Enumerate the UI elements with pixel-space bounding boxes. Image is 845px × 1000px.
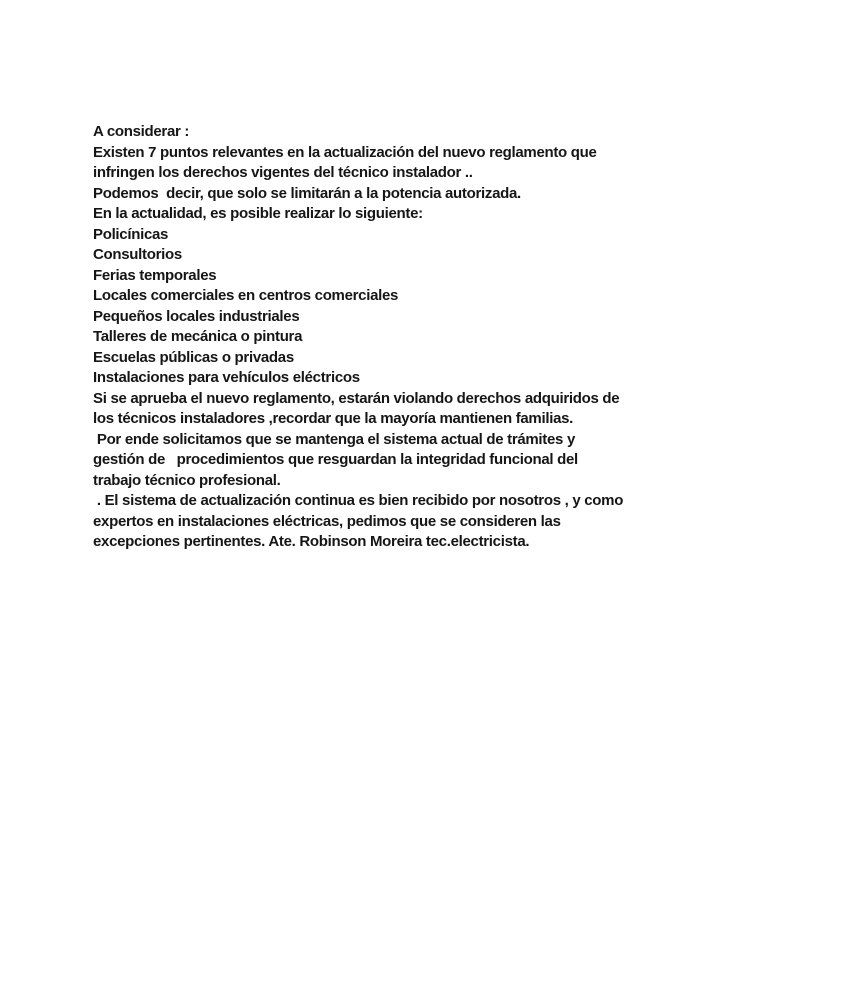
text-line: Ferias temporales: [93, 266, 217, 284]
text-line: Si se aprueba el nuevo reglamento, estarán violando derechos adquiridos de: [93, 389, 620, 407]
text-line: Locales comerciales en centros comerciales: [93, 287, 399, 304]
text-line: Instalaciones para vehículos eléctricos: [93, 369, 360, 386]
text-line: . El sistema de actualización continua es bien recibido por nosotros , y como: [93, 492, 624, 509]
text-line: Pequeños locales industriales: [93, 307, 300, 325]
text-line: excepciones pertinentes. Ate. Robinson Moreira tec.electricista.: [93, 533, 530, 550]
text-line: trabajo técnico profesional.: [93, 471, 281, 489]
text-line: Talleres de mecánica o pintura: [93, 328, 303, 345]
text-line: expertos en instalaciones eléctricas, pedimos que se consideren las: [93, 512, 561, 530]
text-line: Existen 7 puntos relevantes en la actualización del nuevo reglamento que: [93, 143, 597, 161]
text-line: gestión de procedimientos que resguardan la integridad funcional del: [93, 451, 578, 468]
text-line: infringen los derechos vigentes del técnico instalador ..: [93, 164, 473, 181]
text-line: Consultorios: [93, 246, 182, 263]
text-line: los técnicos instaladores ,recordar que la mayoría mantienen familias.: [93, 410, 574, 427]
text-line: A considerar :: [93, 123, 190, 140]
text-line: Policínicas: [93, 225, 169, 243]
text-line: Escuelas públicas o privadas: [93, 348, 294, 366]
text-line: Podemos decir, que solo se limitarán a la potencia autorizada.: [93, 184, 521, 202]
text-line: Por ende solicitamos que se mantenga el sistema actual de trámites y: [93, 430, 575, 448]
letter-body: [93, 122, 623, 553]
text-line: En la actualidad, es posible realizar lo siguiente:: [93, 205, 423, 222]
